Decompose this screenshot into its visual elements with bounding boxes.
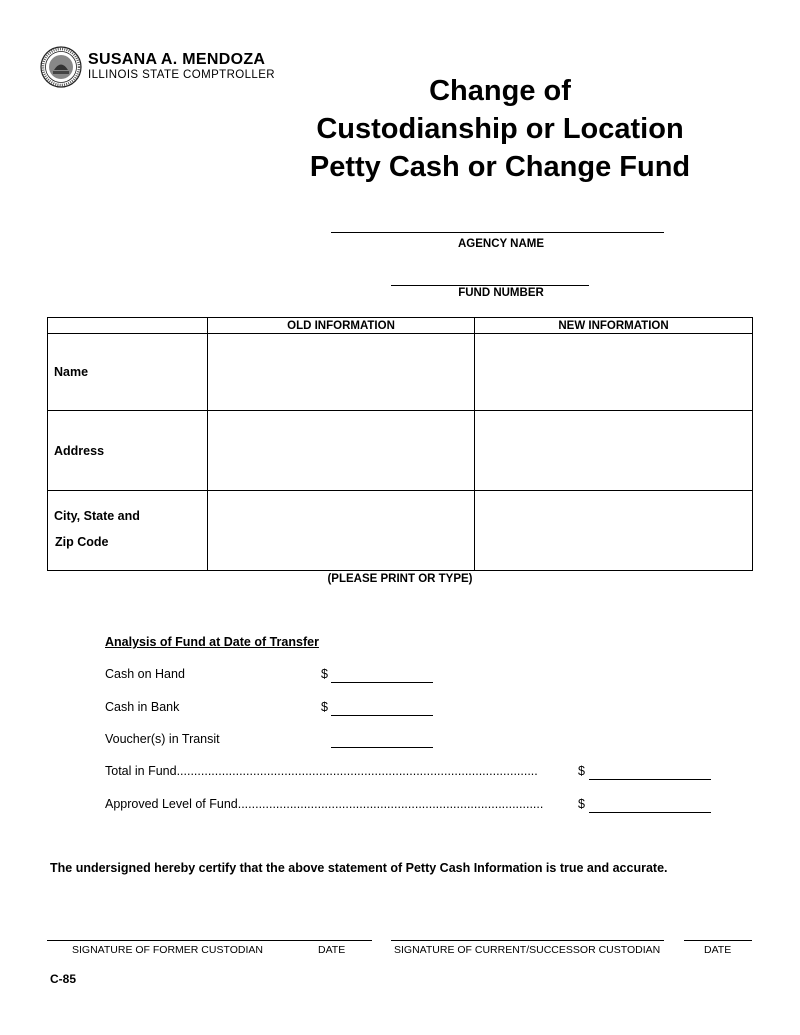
cash-in-bank-line[interactable] <box>331 715 433 716</box>
total-in-fund-currency: $ <box>578 764 585 778</box>
table-header-row <box>48 318 753 334</box>
print-instruction: (PLEASE PRINT OR TYPE) <box>327 573 473 585</box>
form-code: C-85 <box>50 972 77 986</box>
fund-number-line[interactable] <box>391 285 589 286</box>
address-row-label: Address <box>48 411 208 491</box>
old-city-state-zip-cell[interactable] <box>208 491 475 571</box>
comptroller-name: SUSANA A. MENDOZA <box>88 51 266 68</box>
agency-name-line[interactable] <box>331 232 664 233</box>
old-information-header: OLD INFORMATION <box>208 318 475 334</box>
total-in-fund-label: Total in Fund........................................................................................................ <box>105 764 538 778</box>
cash-on-hand-label: Cash on Hand <box>105 667 185 681</box>
title-line-3: Petty Cash or Change Fund <box>309 151 691 183</box>
cash-on-hand-line[interactable] <box>331 682 433 683</box>
title-line-1: Change of <box>429 75 571 107</box>
approved-level-currency: $ <box>578 797 585 811</box>
city-state-label: City, State and <box>54 509 140 523</box>
name-row-label: Name <box>48 334 208 411</box>
date-1-label: DATE <box>318 944 346 956</box>
old-address-cell[interactable] <box>208 411 475 491</box>
fund-number-label: FUND NUMBER <box>458 287 544 299</box>
custodian-info-table <box>47 317 753 571</box>
table-row <box>48 334 753 411</box>
current-custodian-signature-line[interactable] <box>391 940 664 941</box>
comptroller-office: ILLINOIS STATE COMPTROLLER <box>88 69 275 81</box>
table-row <box>48 411 753 491</box>
old-name-cell[interactable] <box>208 334 475 411</box>
city-state-zip-row-label <box>48 491 208 571</box>
new-name-cell[interactable] <box>475 334 753 411</box>
former-custodian-signature-label: SIGNATURE OF FORMER CUSTODIAN <box>72 944 263 956</box>
date-2-label: DATE <box>704 944 732 956</box>
total-in-fund-line[interactable] <box>589 779 711 780</box>
date-2-line[interactable] <box>684 940 752 941</box>
cash-on-hand-currency: $ <box>321 667 328 681</box>
cash-in-bank-currency: $ <box>321 700 328 714</box>
vouchers-in-transit-label: Voucher(s) in Transit <box>105 732 220 746</box>
agency-name-label: AGENCY NAME <box>457 238 545 250</box>
zip-code-label: Zip Code <box>55 535 109 549</box>
analysis-title: Analysis of Fund at Date of Transfer <box>105 635 319 649</box>
new-address-cell[interactable] <box>475 411 753 491</box>
new-city-state-zip-cell[interactable] <box>475 491 753 571</box>
former-custodian-signature-line[interactable] <box>47 940 372 941</box>
approved-level-line[interactable] <box>589 812 711 813</box>
table-header-blank <box>48 318 208 334</box>
state-seal-icon <box>40 46 82 88</box>
certification-statement: The undersigned hereby certify that the above statement of Petty Cash Information is true and accurate. <box>50 861 668 875</box>
vouchers-in-transit-line[interactable] <box>331 747 433 748</box>
cash-in-bank-label: Cash in Bank <box>105 700 180 714</box>
table-row <box>48 491 753 571</box>
current-custodian-signature-label: SIGNATURE OF CURRENT/SUCCESSOR CUSTODIAN <box>394 944 661 956</box>
approved-level-label: Approved Level of Fund........................................................................................ <box>105 797 544 811</box>
new-information-header: NEW INFORMATION <box>475 318 753 334</box>
title-line-2: Custodianship or Location <box>316 113 684 145</box>
